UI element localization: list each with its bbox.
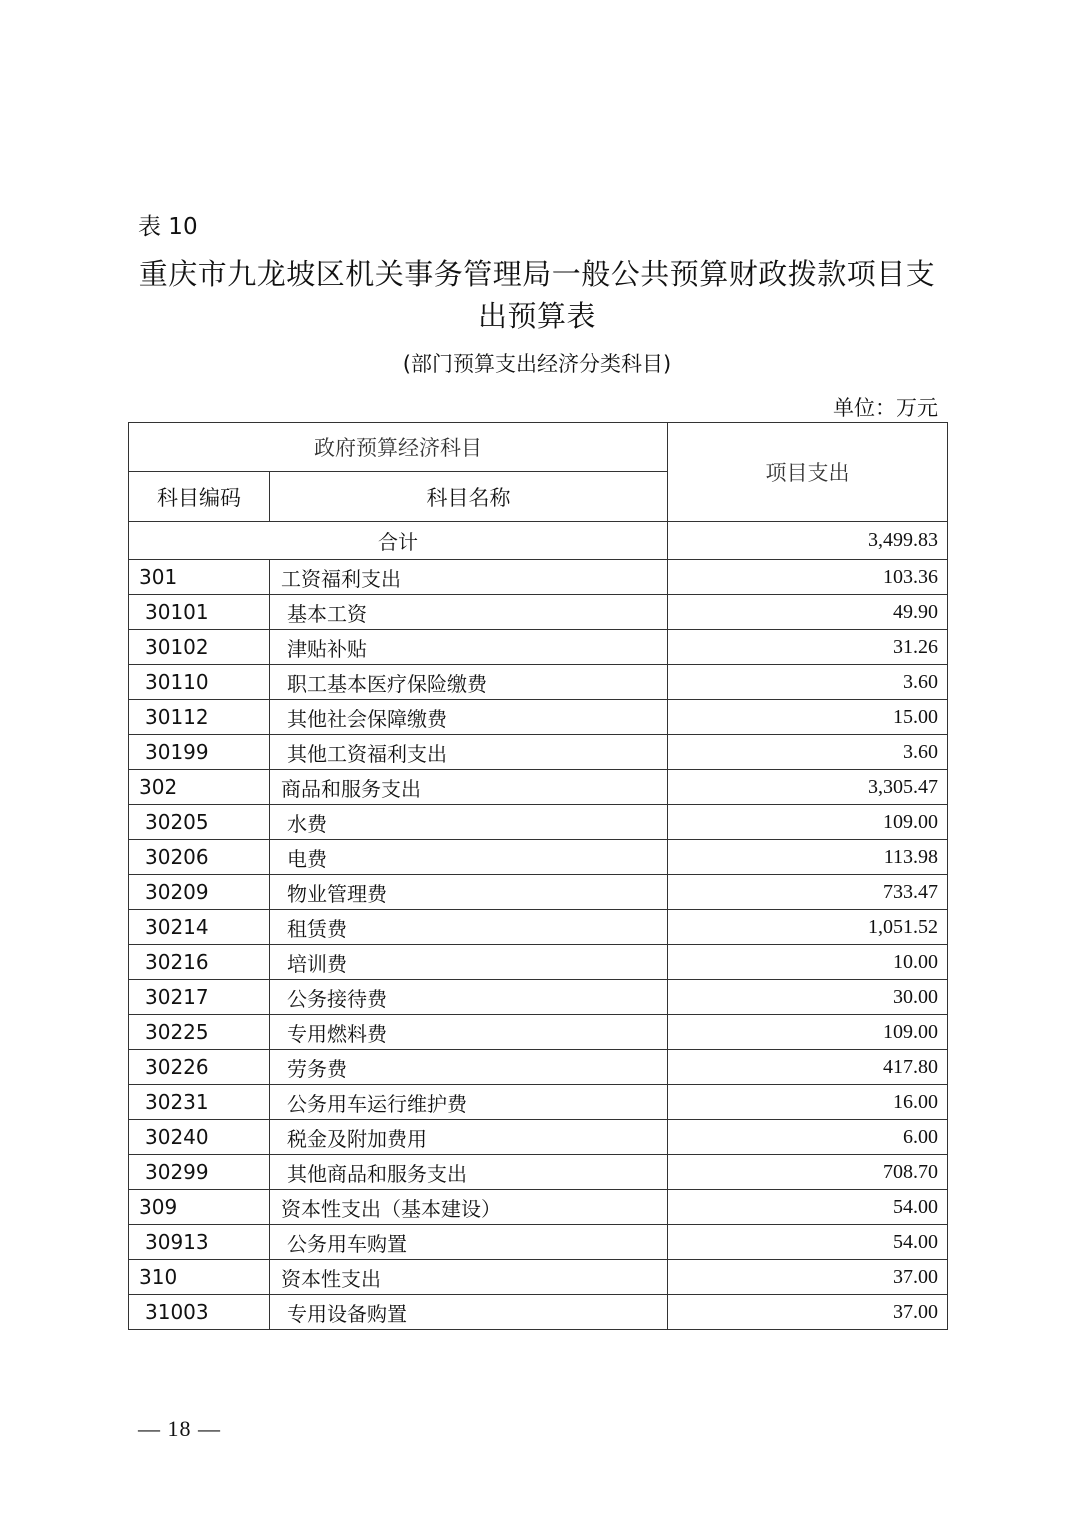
table-row: [129, 1015, 948, 1050]
row-amount-cell: 417.80: [668, 1050, 948, 1085]
row-amount-cell: 733.47: [668, 875, 948, 910]
table-row: [129, 1225, 948, 1260]
table-row: [129, 1050, 948, 1085]
table-row: [129, 770, 948, 805]
table-row: [129, 1155, 948, 1190]
table-row: [129, 665, 948, 700]
group-header-cell: 政府预算经济科目: [129, 423, 668, 472]
row-name-cell: 公务接待费: [270, 980, 668, 1015]
row-name-cell: 津贴补贴: [270, 630, 668, 665]
row-amount-cell: 113.98: [668, 840, 948, 875]
row-amount-cell: 103.36: [668, 560, 948, 595]
budget-table: [128, 422, 948, 1330]
row-code-cell: 309: [129, 1190, 270, 1225]
row-amount-cell: 49.90: [668, 595, 948, 630]
code-header-cell: 科目编码: [129, 472, 270, 522]
row-amount-cell: 16.00: [668, 1085, 948, 1120]
row-amount-cell: 708.70: [668, 1155, 948, 1190]
row-amount-cell: 1,051.52: [668, 910, 948, 945]
row-name-cell: 租赁费: [270, 910, 668, 945]
row-code-cell: 30217: [129, 980, 270, 1015]
row-code-cell: 30112: [129, 700, 270, 735]
table-row: [129, 875, 948, 910]
table-row: [129, 1295, 948, 1330]
row-name-cell: 其他商品和服务支出: [270, 1155, 668, 1190]
row-amount-cell: 15.00: [668, 700, 948, 735]
row-name-cell: 劳务费: [270, 1050, 668, 1085]
row-amount-cell: 109.00: [668, 805, 948, 840]
row-name-cell: 培训费: [270, 945, 668, 980]
row-name-cell: 专用燃料费: [270, 1015, 668, 1050]
row-amount-cell: 10.00: [668, 945, 948, 980]
row-name-cell: 职工基本医疗保险缴费: [270, 665, 668, 700]
row-amount-cell: 109.00: [668, 1015, 948, 1050]
row-name-cell: 专用设备购置: [270, 1295, 668, 1330]
row-amount-cell: 6.00: [668, 1120, 948, 1155]
row-amount-cell: 37.00: [668, 1295, 948, 1330]
row-name-cell: 其他社会保障缴费: [270, 700, 668, 735]
row-name-cell: 工资福利支出: [270, 560, 668, 595]
row-amount-cell: 3.60: [668, 735, 948, 770]
header-row-1: [129, 423, 948, 472]
row-name-cell: 其他工资福利支出: [270, 735, 668, 770]
table-row: [129, 595, 948, 630]
row-code-cell: 30299: [129, 1155, 270, 1190]
page-subtitle: (部门预算支出经济分类科目): [402, 352, 672, 376]
table-row: [129, 1260, 948, 1295]
table-row: [129, 805, 948, 840]
total-row: [129, 522, 948, 560]
row-code-cell: 30205: [129, 805, 270, 840]
table-row: [129, 1190, 948, 1225]
row-code-cell: 30226: [129, 1050, 270, 1085]
row-name-cell: 税金及附加费用: [270, 1120, 668, 1155]
row-name-cell: 基本工资: [270, 595, 668, 630]
table-row: [129, 1120, 948, 1155]
table-row: [129, 840, 948, 875]
row-amount-cell: 54.00: [668, 1190, 948, 1225]
total-amount-cell: 3,499.83: [668, 522, 948, 560]
row-code-cell: 310: [129, 1260, 270, 1295]
table-row: [129, 910, 948, 945]
page-number: — 18 —: [138, 1416, 221, 1441]
row-code-cell: 30110: [129, 665, 270, 700]
row-code-cell: 30231: [129, 1085, 270, 1120]
row-amount-cell: 37.00: [668, 1260, 948, 1295]
row-code-cell: 301: [129, 560, 270, 595]
row-amount-cell: 30.00: [668, 980, 948, 1015]
row-code-cell: 30216: [129, 945, 270, 980]
row-name-cell: 物业管理费: [270, 875, 668, 910]
row-code-cell: 30225: [129, 1015, 270, 1050]
row-code-cell: 30206: [129, 840, 270, 875]
row-name-cell: 商品和服务支出: [270, 770, 668, 805]
row-code-cell: 30214: [129, 910, 270, 945]
table-row: [129, 735, 948, 770]
row-code-cell: 30240: [129, 1120, 270, 1155]
row-name-cell: 资本性支出: [270, 1260, 668, 1295]
table-row: [129, 1085, 948, 1120]
page-title-line-2: 出预算表: [477, 299, 596, 333]
row-code-cell: 30199: [129, 735, 270, 770]
row-name-cell: 资本性支出（基本建设）: [270, 1190, 668, 1225]
row-code-cell: 31003: [129, 1295, 270, 1330]
row-amount-cell: 3.60: [668, 665, 948, 700]
table-row: [129, 560, 948, 595]
total-label-cell: 合计: [129, 522, 668, 560]
row-name-cell: 公务用车购置: [270, 1225, 668, 1260]
row-amount-cell: 3,305.47: [668, 770, 948, 805]
table-row: [129, 630, 948, 665]
page-title-line-1: 重庆市九龙坡区机关事务管理局一般公共预算财政拨款项目支: [138, 257, 936, 291]
row-code-cell: 30101: [129, 595, 270, 630]
row-code-cell: 30102: [129, 630, 270, 665]
row-code-cell: 30913: [129, 1225, 270, 1260]
amount-header-cell: 项目支出: [668, 423, 948, 522]
name-header-cell: 科目名称: [270, 472, 668, 522]
table-row: [129, 945, 948, 980]
row-name-cell: 电费: [270, 840, 668, 875]
row-code-cell: 302: [129, 770, 270, 805]
row-code-cell: 30209: [129, 875, 270, 910]
row-amount-cell: 31.26: [668, 630, 948, 665]
row-amount-cell: 54.00: [668, 1225, 948, 1260]
row-name-cell: 水费: [270, 805, 668, 840]
table-row: [129, 980, 948, 1015]
row-name-cell: 公务用车运行维护费: [270, 1085, 668, 1120]
table-row: [129, 700, 948, 735]
unit-label: 单位：万元: [833, 396, 938, 420]
table-number-label: 表 10: [138, 214, 198, 240]
